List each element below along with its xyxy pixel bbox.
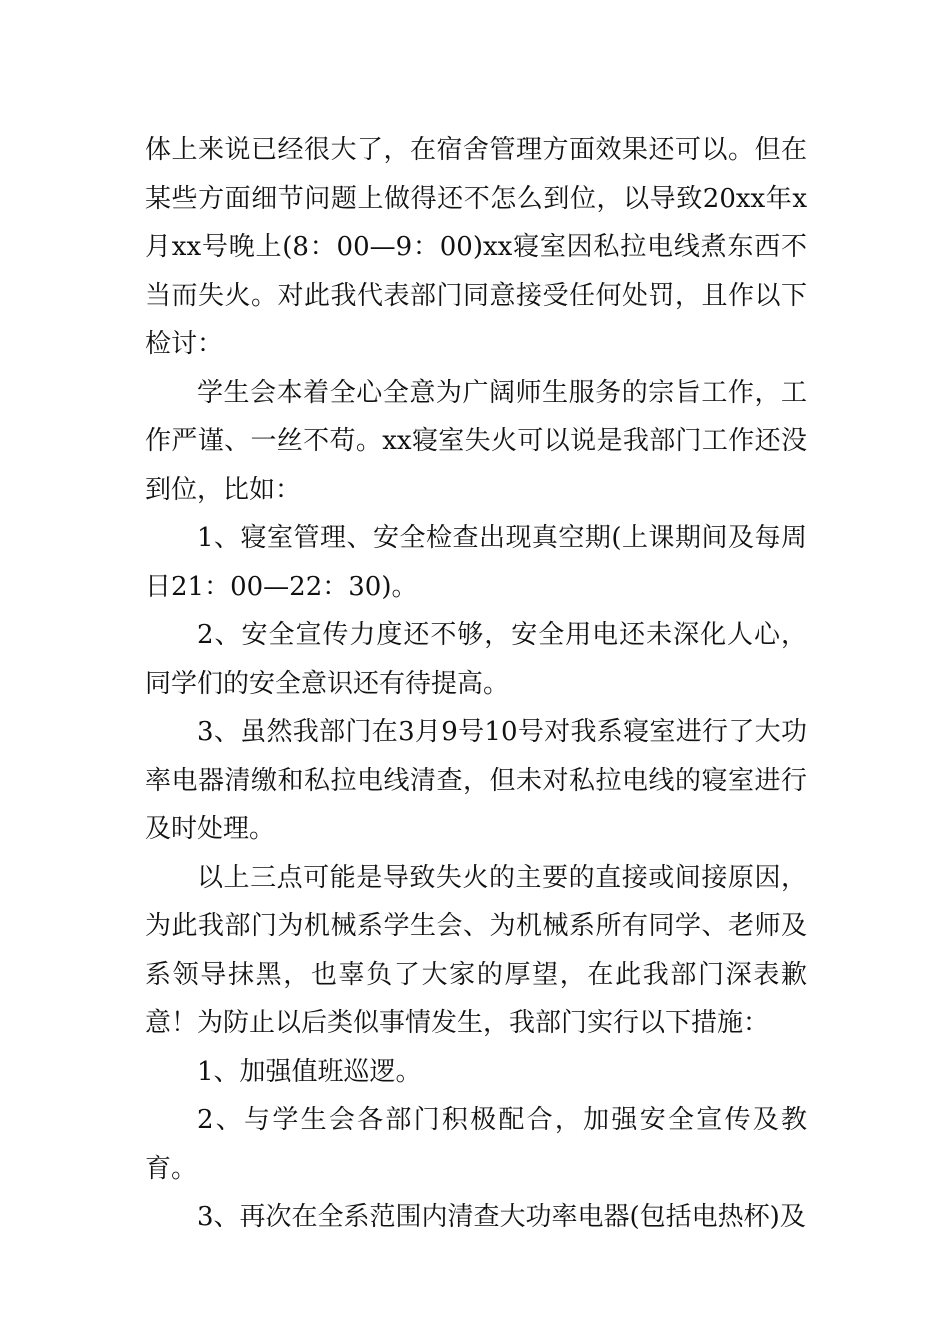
document-body: [145, 126, 807, 1242]
paragraph-1: 体上来说已经很大了，在宿舍管理方面效果还可以。但在某些方面细节问题上做得还不怎么到位，以导致20xx年x月xx号晚上(8：00—9：00)xx寝室因私拉电线煮东西不当而失火。对此我代表部门同意接受任何处罚，且作以下检讨：: [145, 135, 807, 359]
list-item-measure-2: 2、与学生会各部门积极配合，加强安全宣传及教育。: [145, 1105, 807, 1184]
list-item-problem-2: 2、安全宣传力度还不够，安全用电还未深化人心，同学们的安全意识还有待提高。: [145, 620, 807, 699]
list-item-measure-1: 1、加强值班巡逻。: [197, 1056, 422, 1087]
list-item-measure-3: 3、再次在全系范围内清查大功率电器(包括电热杯)及: [197, 1202, 806, 1232]
list-item-problem-1: 1、寝室管理、安全检查出现真空期(上课期间及每周日21：00—22：30)。: [145, 523, 807, 602]
paragraph-2: 学生会本着全心全意为广阔师生服务的宗旨工作，工作严谨、一丝不苟。xx寝室失火可以说是我部门工作还没到位，比如：: [145, 377, 807, 505]
list-item-problem-3: 3、虽然我部门在3月9号10号对我系寝室进行了大功率电器清缴和私拉电线清查，但未对私拉电线的寝室进行及时处理。: [145, 717, 807, 844]
paragraph-apology: 以上三点可能是导致失火的主要的直接或间接原因，为此我部门为机械系学生会、为机械系所有同学、老师及系领导抹黑，也辜负了大家的厚望，在此我部门深表歉意！为防止以后类似事情发生，我部门实行以下措施：: [145, 862, 807, 1038]
